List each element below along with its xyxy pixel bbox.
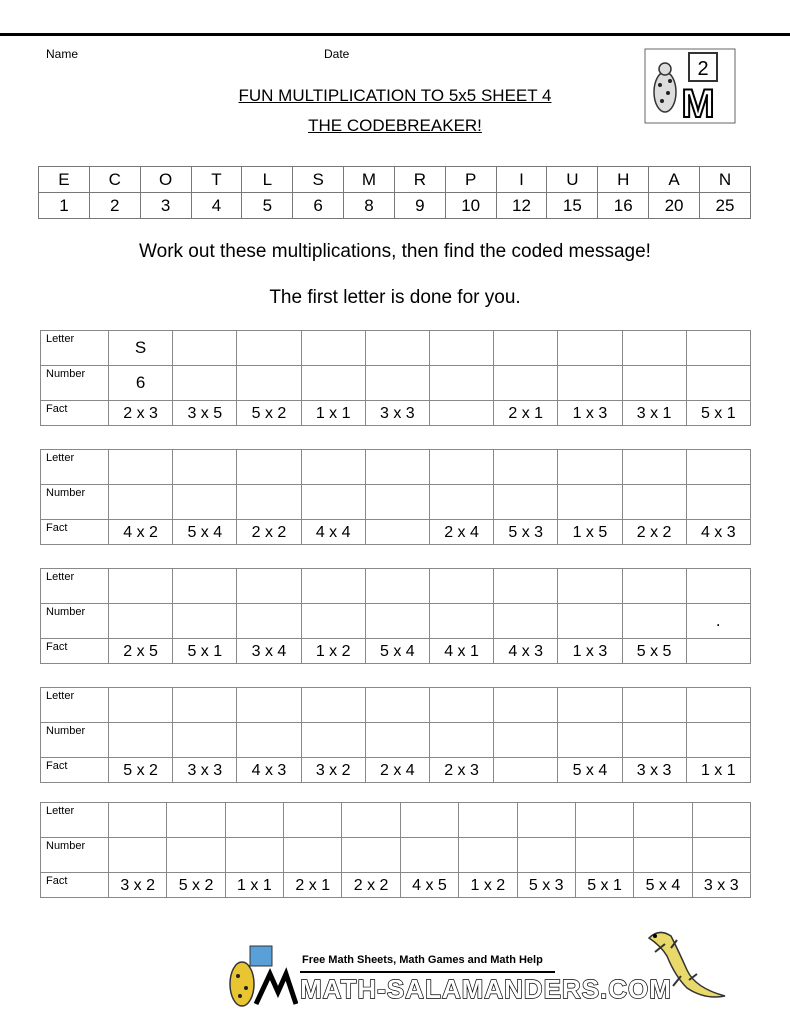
letter-cell[interactable] — [173, 450, 237, 485]
number-row-label: Number — [41, 604, 109, 639]
code-key-letter: M — [344, 167, 395, 193]
instructions-main: Work out these multiplications, then find the coded message! — [139, 241, 651, 262]
sheet-title: FUN MULTIPLICATION TO 5x5 SHEET 4 — [238, 86, 552, 105]
letter-cell[interactable] — [237, 331, 301, 366]
number-cell[interactable] — [167, 838, 225, 873]
number-cell[interactable] — [237, 723, 301, 758]
letter-cell[interactable] — [634, 803, 692, 838]
instructions-hint: The first letter is done for you. — [269, 287, 521, 308]
letter-cell[interactable] — [575, 803, 633, 838]
letter-cell[interactable] — [622, 688, 686, 723]
number-cell[interactable] — [365, 366, 429, 401]
fact-row-label: Fact — [41, 401, 109, 426]
letter-cell[interactable] — [517, 803, 575, 838]
fact-cell — [365, 520, 429, 545]
fact-cell: 2 x 3 — [109, 401, 173, 426]
code-key-letter: T — [191, 167, 242, 193]
fact-cell: 3 x 5 — [173, 401, 237, 426]
number-cell[interactable] — [686, 485, 750, 520]
puzzle-grid-2 — [40, 449, 751, 545]
code-key-number: 5 — [242, 193, 293, 219]
code-key-letter: U — [547, 167, 598, 193]
number-row — [41, 366, 751, 401]
fact-row — [41, 873, 751, 898]
code-key-letter: H — [598, 167, 649, 193]
number-row-label: Number — [41, 485, 109, 520]
fact-cell: 2 x 1 — [284, 873, 342, 898]
letter-row-label: Letter — [41, 331, 109, 366]
puzzle-grid-3 — [40, 568, 751, 664]
code-key-number: 2 — [89, 193, 140, 219]
fact-cell: 3 x 3 — [622, 758, 686, 783]
letter-cell[interactable] — [692, 803, 750, 838]
number-cell[interactable] — [301, 366, 365, 401]
letter-cell[interactable] — [558, 569, 622, 604]
puzzle-grid-5 — [40, 802, 751, 898]
letter-cell[interactable] — [494, 331, 558, 366]
letter-cell[interactable] — [494, 450, 558, 485]
number-row — [41, 723, 751, 758]
letter-row-label: Letter — [41, 450, 109, 485]
number-cell[interactable] — [365, 485, 429, 520]
number-cell[interactable] — [686, 366, 750, 401]
letter-cell[interactable] — [225, 803, 283, 838]
number-cell[interactable] — [622, 485, 686, 520]
number-cell[interactable] — [429, 485, 493, 520]
number-cell[interactable] — [494, 485, 558, 520]
letter-cell[interactable] — [686, 450, 750, 485]
code-key-number: 4 — [191, 193, 242, 219]
logo-badge-number: 2 — [697, 58, 709, 80]
code-key-number: 20 — [649, 193, 700, 219]
code-key-letter: E — [39, 167, 90, 193]
code-key-number: 25 — [699, 193, 750, 219]
code-key-number: 12 — [496, 193, 547, 219]
fact-cell: 2 x 2 — [622, 520, 686, 545]
fact-cell: 1 x 3 — [558, 639, 622, 664]
number-cell[interactable] — [225, 838, 283, 873]
fact-cell: 4 x 1 — [429, 639, 493, 664]
code-key-letters-row — [39, 167, 751, 193]
number-cell[interactable] — [494, 366, 558, 401]
fact-row — [41, 639, 751, 664]
letter-cell[interactable] — [494, 688, 558, 723]
letter-cell[interactable] — [301, 331, 365, 366]
letter-cell[interactable] — [167, 803, 225, 838]
fact-cell: 5 x 1 — [686, 401, 750, 426]
number-cell[interactable] — [459, 838, 517, 873]
fact-cell: 5 x 1 — [173, 639, 237, 664]
letter-cell[interactable] — [622, 450, 686, 485]
fact-cell: 2 x 2 — [237, 520, 301, 545]
number-cell[interactable] — [342, 838, 400, 873]
puzzle-grid-4 — [40, 687, 751, 783]
fact-cell — [494, 758, 558, 783]
number-row-label: Number — [41, 366, 109, 401]
number-cell[interactable] — [301, 723, 365, 758]
letter-cell[interactable] — [686, 331, 750, 366]
letter-cell[interactable] — [173, 569, 237, 604]
code-key-number: 16 — [598, 193, 649, 219]
number-cell[interactable] — [494, 604, 558, 639]
number-cell[interactable] — [622, 723, 686, 758]
fact-cell: 2 x 2 — [342, 873, 400, 898]
fact-row — [41, 401, 751, 426]
number-cell[interactable] — [400, 838, 458, 873]
date-label: Date — [324, 47, 350, 61]
number-row-label: Number — [41, 838, 109, 873]
number-cell[interactable] — [109, 604, 173, 639]
letter-cell[interactable] — [109, 688, 173, 723]
fact-row — [41, 520, 751, 545]
fact-row-label: Fact — [41, 873, 109, 898]
letter-cell[interactable] — [686, 688, 750, 723]
letter-cell[interactable] — [400, 803, 458, 838]
fact-row — [41, 758, 751, 783]
fact-cell: 5 x 2 — [167, 873, 225, 898]
letter-cell[interactable]: S — [109, 331, 173, 366]
footer-tagline: Free Math Sheets, Math Games and Math Help — [302, 954, 543, 966]
fact-cell: 1 x 2 — [459, 873, 517, 898]
fact-cell — [686, 639, 750, 664]
fact-cell: 5 x 1 — [575, 873, 633, 898]
puzzle-grid-1 — [40, 330, 751, 426]
letter-row — [41, 803, 751, 838]
code-key-number: 9 — [394, 193, 445, 219]
letter-cell[interactable] — [558, 331, 622, 366]
letter-cell[interactable] — [237, 450, 301, 485]
code-key-letter: S — [293, 167, 344, 193]
number-cell[interactable] — [365, 723, 429, 758]
fact-cell: 1 x 1 — [225, 873, 283, 898]
fact-cell: 5 x 4 — [634, 873, 692, 898]
number-cell[interactable] — [494, 723, 558, 758]
letter-cell[interactable] — [429, 331, 493, 366]
number-cell[interactable] — [109, 838, 167, 873]
fact-cell: 2 x 4 — [429, 520, 493, 545]
fact-row-label: Fact — [41, 758, 109, 783]
name-label: Name — [46, 47, 79, 61]
logo-letter: M — [681, 82, 715, 125]
top-rule — [0, 33, 790, 36]
letter-cell[interactable] — [284, 803, 342, 838]
letter-row — [41, 331, 751, 366]
code-key-number: 3 — [140, 193, 191, 219]
code-key-letter: I — [496, 167, 547, 193]
code-key-number: 15 — [547, 193, 598, 219]
code-key-numbers-row — [39, 193, 751, 219]
letter-row-label: Letter — [41, 803, 109, 838]
number-cell[interactable] — [622, 366, 686, 401]
code-key-number: 6 — [293, 193, 344, 219]
number-cell[interactable] — [301, 604, 365, 639]
fact-cell: 3 x 4 — [237, 639, 301, 664]
letter-cell[interactable] — [558, 450, 622, 485]
number-cell[interactable]: 6 — [109, 366, 173, 401]
letter-cell[interactable] — [237, 688, 301, 723]
letter-cell[interactable] — [109, 569, 173, 604]
fact-cell: 5 x 5 — [622, 639, 686, 664]
letter-row — [41, 569, 751, 604]
code-key-letter: N — [699, 167, 750, 193]
number-cell[interactable]: . — [686, 604, 750, 639]
fact-cell: 5 x 2 — [237, 401, 301, 426]
fact-cell: 5 x 2 — [109, 758, 173, 783]
fact-cell: 3 x 3 — [692, 873, 750, 898]
fact-row-label: Fact — [41, 520, 109, 545]
fact-cell: 3 x 3 — [173, 758, 237, 783]
number-cell[interactable] — [237, 485, 301, 520]
code-key-number: 8 — [344, 193, 395, 219]
number-cell[interactable] — [558, 723, 622, 758]
letter-cell[interactable] — [365, 569, 429, 604]
fact-cell: 4 x 5 — [400, 873, 458, 898]
fact-cell: 4 x 3 — [237, 758, 301, 783]
fact-cell: 1 x 1 — [686, 758, 750, 783]
number-cell[interactable] — [575, 838, 633, 873]
letter-row-label: Letter — [41, 688, 109, 723]
fact-cell — [429, 401, 493, 426]
number-cell[interactable] — [622, 604, 686, 639]
number-cell[interactable] — [686, 723, 750, 758]
code-key-letter: P — [445, 167, 496, 193]
fact-cell: 4 x 2 — [109, 520, 173, 545]
number-row — [41, 838, 751, 873]
letter-cell[interactable] — [365, 450, 429, 485]
footer-site-url[interactable]: MATH-SALAMANDERS.COM — [300, 974, 672, 1004]
number-cell[interactable] — [692, 838, 750, 873]
number-cell[interactable] — [634, 838, 692, 873]
letter-cell[interactable] — [173, 331, 237, 366]
fact-cell: 3 x 1 — [622, 401, 686, 426]
number-cell[interactable] — [109, 485, 173, 520]
number-row-label: Number — [41, 723, 109, 758]
number-cell[interactable] — [173, 604, 237, 639]
number-cell[interactable] — [558, 604, 622, 639]
letter-cell[interactable] — [622, 569, 686, 604]
letter-cell[interactable] — [301, 569, 365, 604]
letter-cell[interactable] — [365, 331, 429, 366]
letter-row — [41, 450, 751, 485]
letter-cell[interactable] — [429, 569, 493, 604]
number-cell[interactable] — [517, 838, 575, 873]
letter-cell[interactable] — [301, 688, 365, 723]
number-row — [41, 485, 751, 520]
number-cell[interactable] — [173, 485, 237, 520]
number-cell[interactable] — [284, 838, 342, 873]
fact-cell: 4 x 4 — [301, 520, 365, 545]
letter-cell[interactable] — [109, 450, 173, 485]
letter-row-label: Letter — [41, 569, 109, 604]
fact-cell: 5 x 4 — [365, 639, 429, 664]
sheet-subtitle: THE CODEBREAKER! — [308, 116, 482, 135]
fact-cell: 1 x 3 — [558, 401, 622, 426]
fact-cell: 3 x 2 — [109, 873, 167, 898]
code-key-letter: A — [649, 167, 700, 193]
code-key-number: 10 — [445, 193, 496, 219]
letter-cell[interactable] — [109, 803, 167, 838]
fact-cell: 3 x 2 — [301, 758, 365, 783]
code-key-letter: C — [89, 167, 140, 193]
code-key-number: 1 — [39, 193, 90, 219]
code-key-letter: L — [242, 167, 293, 193]
number-cell[interactable] — [429, 723, 493, 758]
footer-salamander-icon — [212, 944, 298, 1015]
fact-row-label: Fact — [41, 639, 109, 664]
number-cell[interactable] — [173, 366, 237, 401]
fact-cell: 5 x 4 — [558, 758, 622, 783]
fact-cell: 5 x 3 — [517, 873, 575, 898]
number-cell[interactable] — [109, 723, 173, 758]
number-cell[interactable] — [237, 604, 301, 639]
number-row — [41, 604, 751, 639]
number-cell[interactable] — [237, 366, 301, 401]
fact-cell: 5 x 4 — [173, 520, 237, 545]
fact-cell: 2 x 5 — [109, 639, 173, 664]
footer-divider — [300, 971, 555, 973]
code-key-letter: R — [394, 167, 445, 193]
fact-cell: 4 x 3 — [494, 639, 558, 664]
fact-cell: 2 x 3 — [429, 758, 493, 783]
number-cell[interactable] — [173, 723, 237, 758]
letter-cell[interactable] — [459, 803, 517, 838]
fact-cell: 3 x 3 — [365, 401, 429, 426]
letter-cell[interactable] — [429, 688, 493, 723]
letter-cell[interactable] — [622, 331, 686, 366]
number-cell[interactable] — [429, 604, 493, 639]
letter-cell[interactable] — [237, 569, 301, 604]
fact-cell: 1 x 1 — [301, 401, 365, 426]
number-cell[interactable] — [558, 366, 622, 401]
letter-cell[interactable] — [173, 688, 237, 723]
letter-cell[interactable] — [365, 688, 429, 723]
letter-cell[interactable] — [494, 569, 558, 604]
number-cell[interactable] — [429, 366, 493, 401]
letter-cell[interactable] — [342, 803, 400, 838]
letter-row — [41, 688, 751, 723]
letter-cell[interactable] — [429, 450, 493, 485]
fact-cell: 2 x 4 — [365, 758, 429, 783]
fact-cell: 1 x 2 — [301, 639, 365, 664]
number-cell[interactable] — [301, 485, 365, 520]
code-key-letter: O — [140, 167, 191, 193]
number-cell[interactable] — [558, 485, 622, 520]
fact-cell: 2 x 1 — [494, 401, 558, 426]
number-cell[interactable] — [365, 604, 429, 639]
fact-cell: 4 x 3 — [686, 520, 750, 545]
code-key-table — [38, 166, 751, 219]
letter-cell[interactable] — [558, 688, 622, 723]
fact-cell: 1 x 5 — [558, 520, 622, 545]
letter-cell[interactable] — [301, 450, 365, 485]
fact-cell: 5 x 3 — [494, 520, 558, 545]
letter-cell[interactable] — [686, 569, 750, 604]
